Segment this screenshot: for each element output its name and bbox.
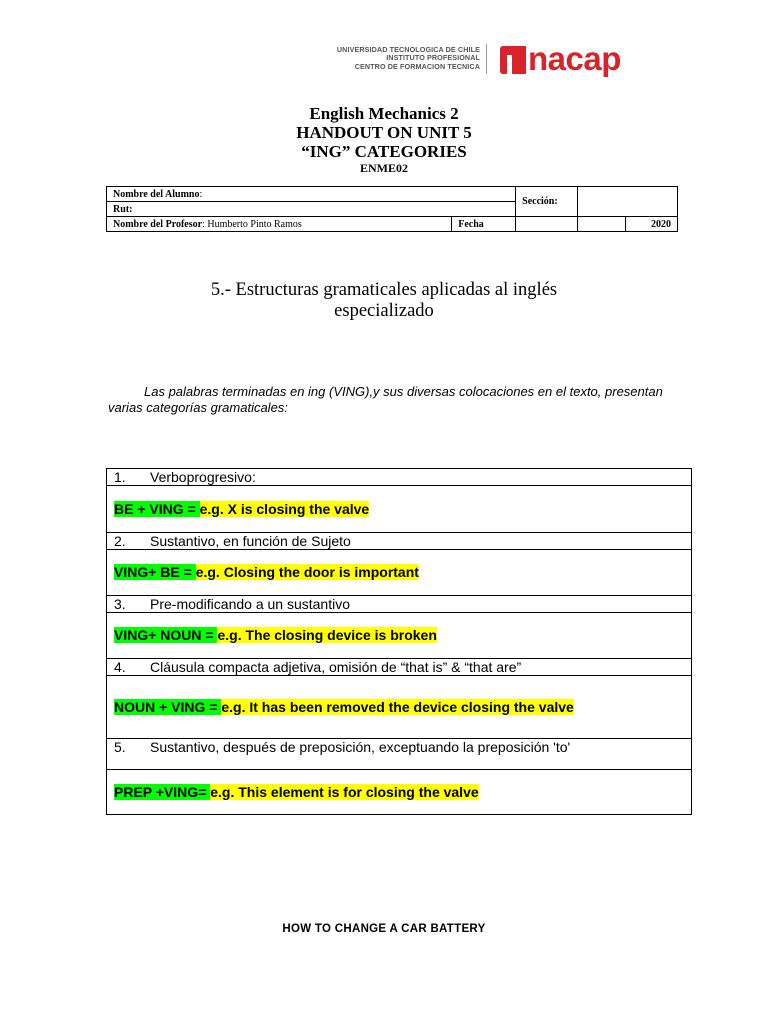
year-value: 2020 xyxy=(626,217,678,232)
category-number: 5. xyxy=(114,739,126,755)
section-label: Sección: xyxy=(516,187,578,217)
date-value-cell[interactable] xyxy=(516,217,578,232)
category-number: 3. xyxy=(114,595,126,612)
category-number: 2. xyxy=(114,532,126,549)
category-title: Sustantivo, después de preposición, exceptuando la preposición 'to' xyxy=(150,739,571,755)
course-code: ENME02 xyxy=(360,161,408,175)
section-value-cell[interactable] xyxy=(578,187,678,217)
formula-highlight: VING+ NOUN = xyxy=(114,627,218,643)
category-example-row xyxy=(107,676,692,739)
category-header-row xyxy=(107,533,692,550)
inacap-wordmark: nacap xyxy=(528,40,621,77)
category-header-row xyxy=(107,469,692,486)
student-name-colon: : xyxy=(199,188,203,200)
course-title: English Mechanics 2 xyxy=(309,104,459,123)
example-highlight: e.g. The closing device is broken xyxy=(217,627,437,643)
logo-divider xyxy=(486,44,487,74)
formula-highlight: PREP +VING= xyxy=(114,783,211,800)
institution-name xyxy=(320,46,480,71)
example-highlight: e.g. Closing the door is important xyxy=(195,564,419,580)
section-heading xyxy=(0,280,768,322)
teacher-name: : Humberto Pinto Ramos xyxy=(202,218,302,230)
category-number: 1. xyxy=(114,468,126,485)
formula-highlight: NOUN + VING = xyxy=(114,698,222,715)
section-heading-line: especializado xyxy=(334,301,434,321)
handout-topic: “ING” CATEGORIES xyxy=(301,142,467,161)
institution-line: INSTITUTO PROFESIONAL xyxy=(386,53,480,63)
rut-cell[interactable] xyxy=(107,202,516,217)
category-header-row xyxy=(107,596,692,613)
section-heading-line: 5.- Estructuras gramaticales aplicadas al inglés xyxy=(210,280,558,300)
category-example-row xyxy=(107,770,692,815)
intro-text: Las palabras terminadas en ing (VING),y sus diversas colocaciones en el texto, presentan varias categorías gramaticales: xyxy=(108,384,663,415)
category-title: Sustantivo, en función de Sujeto xyxy=(150,532,351,549)
date-label: Fecha xyxy=(452,217,516,232)
category-title: Pre-modificando a un sustantivo xyxy=(150,595,350,612)
ing-categories-table xyxy=(106,468,692,815)
intro-paragraph xyxy=(108,384,676,416)
category-example-row xyxy=(107,550,692,596)
example-highlight: e.g. X is closing the valve xyxy=(199,500,370,517)
handout-unit: HANDOUT ON UNIT 5 xyxy=(296,123,472,142)
institution-line: UNIVERSIDAD TECNOLOGICA DE CHILE xyxy=(336,45,480,54)
category-title: Verboprogresivo: xyxy=(150,468,256,485)
formula-highlight: VING+ BE = xyxy=(114,564,196,580)
category-title: Cláusula compacta adjetiva, omisión de “that is” & “that are” xyxy=(150,658,522,675)
handout-title xyxy=(0,104,768,175)
date-blank-cell xyxy=(578,217,626,232)
category-header-row xyxy=(107,739,692,770)
teacher-label: Nombre del Profesor xyxy=(113,218,203,230)
example-highlight: e.g. It has been removed the device closing the valve xyxy=(221,698,574,715)
institution-line: CENTRO DE FORMACION TECNICA xyxy=(354,61,480,71)
student-info-table xyxy=(106,186,678,232)
example-highlight: e.g. This element is for closing the valve xyxy=(210,783,479,800)
student-name-cell[interactable] xyxy=(107,187,516,202)
teacher-cell xyxy=(107,217,452,232)
institution-logo xyxy=(320,40,650,84)
category-example-row xyxy=(107,486,692,533)
formula-highlight: BE + VING = xyxy=(114,500,200,517)
student-name-label: Nombre del Alumno xyxy=(113,188,200,200)
inacap-logo-mark xyxy=(500,46,526,74)
category-example-row xyxy=(107,613,692,659)
category-number: 4. xyxy=(114,658,126,675)
rut-label: Rut: xyxy=(113,203,133,215)
next-section-heading: HOW TO CHANGE A CAR BATTERY xyxy=(282,923,486,935)
category-header-row xyxy=(107,659,692,676)
